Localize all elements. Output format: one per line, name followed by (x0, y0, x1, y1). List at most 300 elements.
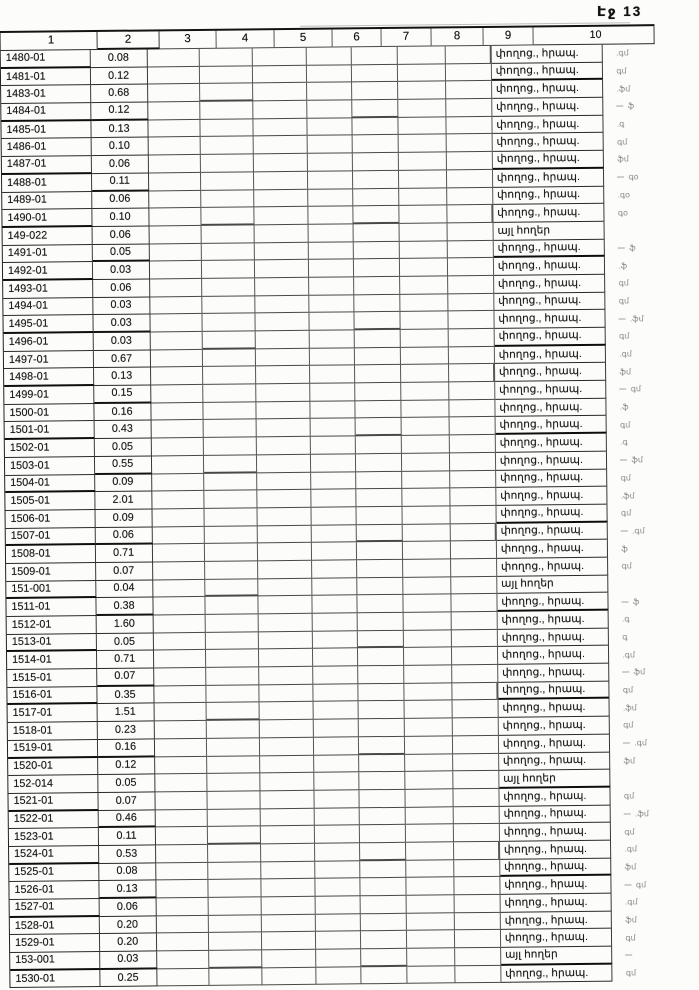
cell-empty (152, 526, 205, 544)
cell-empty (314, 772, 359, 790)
cell-id: 1498-01 (4, 368, 94, 387)
cell-empty (359, 754, 405, 772)
cell-land-use: այլ հողեր (497, 575, 609, 594)
cell-empty (449, 364, 495, 382)
cell-empty (153, 562, 206, 580)
cell-land-use: փողոց., հրապ. (496, 469, 608, 488)
cell-empty (404, 612, 452, 630)
cell-id: 1515-01 (7, 669, 97, 688)
cell-id: 1522-01 (9, 811, 99, 830)
cell-land-use: փողոց., հրապ. (495, 381, 607, 400)
cell-empty (200, 48, 254, 66)
cell-land-use: փողոց., հրապ. (494, 257, 606, 276)
cell-empty (150, 261, 203, 279)
cell-empty (356, 418, 402, 436)
cell-empty (357, 595, 403, 613)
cell-empty (354, 277, 400, 295)
cell-empty (354, 241, 400, 259)
cell-empty (152, 509, 205, 527)
cell-empty (206, 650, 260, 668)
cell-empty (357, 524, 403, 542)
cell-empty (207, 774, 261, 792)
cell-empty (254, 136, 308, 154)
column-header-1: 1 (1, 32, 98, 51)
cell-value: 0.12 (98, 757, 155, 775)
cell-land-use: փողոց., հրապ. (500, 823, 612, 842)
cell-empty (405, 789, 453, 807)
cell-empty (201, 208, 255, 226)
cell-empty (259, 649, 313, 667)
cell-empty (402, 453, 450, 471)
cell-empty (148, 67, 201, 85)
page-edge-mark (611, 769, 663, 787)
cell-empty (360, 860, 406, 878)
cell-id: 1514-01 (7, 651, 97, 670)
cell-empty (151, 403, 204, 421)
cell-empty (449, 382, 495, 400)
cell-empty (148, 120, 201, 138)
cell-empty (360, 878, 406, 896)
cell-land-use: փողոց., հրապ. (494, 328, 606, 347)
cell-empty (201, 190, 255, 208)
cell-land-use: փողոց., հրապ. (501, 964, 613, 983)
cell-value: 0.06 (92, 226, 149, 244)
cell-empty (148, 137, 201, 155)
cell-empty (398, 99, 446, 117)
cell-empty (454, 877, 500, 895)
cell-empty (256, 348, 310, 366)
cell-empty (453, 789, 499, 807)
cell-empty (149, 226, 202, 244)
cell-empty (148, 155, 201, 173)
cell-value: 0.12 (90, 67, 147, 85)
cell-value: 0.12 (91, 103, 148, 121)
cell-empty (313, 631, 358, 649)
cell-empty (205, 579, 259, 597)
cell-empty (262, 897, 316, 915)
cell-empty (155, 809, 208, 827)
cell-value: 0.03 (100, 951, 157, 969)
cell-empty (149, 208, 202, 226)
cell-empty (352, 118, 398, 136)
cell-value: 0.46 (98, 810, 155, 828)
page-edge-mark: ֆմ (624, 862, 637, 872)
cell-empty (308, 207, 353, 225)
page-edge-mark: .գմ (625, 897, 638, 907)
cell-empty (154, 721, 207, 739)
cell-empty (359, 719, 405, 737)
cell-empty (358, 648, 404, 666)
cell-empty (259, 631, 313, 649)
cell-empty (203, 314, 257, 332)
cell-land-use: փողոց., հրապ. (494, 292, 606, 311)
cell-empty (312, 543, 357, 561)
cell-value: 0.09 (95, 474, 152, 492)
cell-empty (208, 791, 262, 809)
cell-empty (313, 684, 358, 702)
cell-id: 1500-01 (4, 404, 94, 423)
cell-empty (150, 332, 203, 350)
cell-value: 1.60 (96, 615, 153, 633)
cell-empty (315, 843, 360, 861)
page-edge-mark: .գմ (619, 349, 632, 359)
cell-land-use: փողոց., հրապ. (498, 699, 610, 718)
cell-empty (313, 649, 358, 667)
page-edge-mark: .գմ (610, 734, 662, 752)
cell-value: 0.08 (90, 49, 147, 67)
cell-value: 0.68 (91, 85, 148, 103)
cell-id: 1493-01 (3, 280, 93, 299)
cell-empty (402, 489, 450, 507)
cell-id: 1525-01 (9, 864, 99, 883)
cell-value: 0.15 (94, 386, 151, 404)
cell-empty (204, 402, 258, 420)
cell-value: 0.11 (92, 173, 149, 191)
cell-empty (453, 736, 499, 754)
cell-value: 0.06 (95, 527, 152, 545)
cell-empty (263, 968, 317, 986)
cell-empty (353, 153, 399, 171)
cell-empty (449, 400, 495, 418)
cell-value: 0.16 (94, 403, 151, 421)
cell-value: 0.09 (95, 509, 152, 527)
cell-id: 1489-01 (2, 192, 92, 211)
cell-empty (149, 243, 202, 261)
page-edge-mark: գմ (620, 508, 632, 518)
cell-empty (451, 594, 497, 612)
cell-empty (262, 861, 316, 879)
cell-empty (261, 755, 315, 773)
cell-value: 0.13 (91, 120, 148, 138)
cell-empty (400, 294, 448, 312)
cell-id: 1494-01 (3, 298, 93, 317)
page-edge-mark: .ֆ (619, 402, 629, 412)
cell-land-use: փողոց., հրապ. (498, 681, 610, 700)
page-edge-mark: ֆմ (610, 663, 662, 681)
cell-empty (452, 683, 498, 701)
cell-empty (313, 666, 358, 684)
cell-land-use: փողոց., հրապ. (498, 646, 610, 665)
cell-empty (261, 826, 315, 844)
cell-empty (255, 225, 309, 243)
cell-empty (256, 278, 310, 296)
cell-empty (452, 630, 498, 648)
cell-empty (260, 702, 314, 720)
cell-empty (448, 276, 494, 294)
cell-empty (453, 718, 499, 736)
cell-value: 0.71 (95, 545, 152, 563)
cell-empty (446, 134, 492, 152)
cell-empty (403, 577, 451, 595)
cell-empty (257, 437, 311, 455)
page-edge-mark: ֆմ (607, 451, 659, 469)
cell-empty (310, 419, 355, 437)
cell-empty (451, 576, 497, 594)
cell-empty (254, 154, 308, 172)
cell-empty (399, 188, 447, 206)
cell-land-use: փողոց., հրապ. (493, 151, 605, 170)
cell-empty (407, 948, 455, 966)
cell-empty (401, 347, 449, 365)
cell-empty (257, 384, 311, 402)
cell-empty (206, 632, 260, 650)
cell-id: 1483-01 (1, 85, 91, 104)
page-edge-mark: գմ (612, 875, 664, 893)
cell-empty (402, 471, 450, 489)
page-edge-mark: .ֆմ (606, 309, 658, 327)
cell-land-use: փողոց., հրապ. (494, 239, 606, 258)
cell-empty (150, 350, 203, 368)
cell-empty (205, 508, 259, 526)
cell-empty (309, 260, 354, 278)
cell-land-use: փողոց., հրապ. (501, 911, 613, 930)
cell-empty (203, 367, 257, 385)
cell-empty (353, 171, 399, 189)
cell-empty (358, 701, 404, 719)
cell-empty (359, 772, 405, 790)
cell-empty (355, 383, 401, 401)
cell-empty (315, 808, 360, 826)
cell-empty (253, 65, 307, 83)
cell-empty (256, 366, 310, 384)
cell-id: 1512-01 (7, 616, 97, 635)
cell-empty (358, 613, 404, 631)
cell-empty (157, 969, 210, 987)
cell-value: 0.13 (94, 368, 151, 386)
cell-empty (153, 633, 206, 651)
cell-empty (209, 880, 263, 898)
cell-land-use: փողոց., հրապ. (496, 451, 608, 470)
cell-empty (405, 736, 453, 754)
page-edge-mark: գ (622, 632, 628, 642)
cell-empty (453, 771, 499, 789)
cell-empty (404, 701, 452, 719)
page-edge-mark: .ֆ (618, 261, 628, 271)
cell-id: 1490-01 (2, 209, 92, 228)
cell-empty (353, 224, 399, 242)
cell-id: 1505-01 (5, 492, 95, 511)
cell-empty (398, 64, 446, 82)
cell-empty (157, 933, 210, 951)
cell-empty (259, 578, 313, 596)
cell-empty (359, 790, 405, 808)
cell-empty (156, 916, 209, 934)
cell-id: 153-001 (10, 952, 100, 971)
cell-value: 0.13 (99, 881, 156, 899)
column-header-3: 3 (160, 31, 217, 50)
page-edge-mark (605, 221, 657, 239)
cell-empty (311, 472, 356, 490)
cell-empty (209, 915, 263, 933)
cell-empty (307, 118, 352, 136)
cell-empty (407, 895, 455, 913)
cell-empty (209, 968, 263, 986)
cell-empty (152, 473, 205, 491)
cell-empty (257, 455, 311, 473)
cell-empty (150, 314, 203, 332)
cell-id: 1487-01 (2, 156, 92, 175)
cell-land-use: փողոց., հրապ. (499, 788, 611, 807)
cell-id: 1518-01 (8, 722, 98, 741)
cell-id: 1517-01 (8, 704, 98, 723)
cell-empty (151, 420, 204, 438)
cell-empty (360, 807, 406, 825)
cell-empty (200, 66, 254, 84)
cell-empty (315, 879, 360, 897)
cell-land-use: փողոց., հրապ. (492, 98, 604, 117)
cell-empty (258, 525, 312, 543)
cell-empty (312, 560, 357, 578)
cell-empty (209, 897, 263, 915)
cell-id: 1516-01 (7, 687, 97, 706)
cell-empty (453, 806, 499, 824)
cell-land-use: փողոց., հրապ. (495, 363, 607, 382)
cell-empty (404, 630, 452, 648)
cell-empty (356, 489, 402, 507)
cell-land-use: փողոց., հրապ. (492, 133, 604, 152)
cell-empty (455, 913, 501, 931)
page-edge-mark: .գօ (617, 190, 631, 200)
cell-empty (307, 136, 352, 154)
cell-empty (308, 224, 353, 242)
cell-value: 0.38 (96, 598, 153, 616)
page-edge-mark: ֆմ (625, 915, 637, 925)
cell-empty (311, 507, 356, 525)
cell-empty (399, 152, 447, 170)
page-edge-mark: գմ (623, 791, 635, 801)
cell-empty (204, 491, 258, 509)
cell-id: 1528-01 (10, 917, 100, 936)
cell-empty (352, 100, 398, 118)
cell-empty (314, 737, 359, 755)
cell-empty (310, 330, 355, 348)
cell-empty (309, 277, 354, 295)
cell-empty (406, 878, 454, 896)
page-edge-mark: .գ (616, 119, 625, 129)
cell-land-use: փողոց., հրապ. (496, 505, 608, 524)
cell-empty (147, 49, 200, 67)
cell-empty (156, 863, 209, 881)
cell-empty (261, 808, 315, 826)
cell-empty (355, 348, 401, 366)
cell-empty (450, 506, 496, 524)
cell-empty (406, 860, 454, 878)
cell-empty (202, 296, 256, 314)
cell-empty (155, 774, 208, 792)
cell-empty (149, 173, 202, 191)
page-edge-mark: .գ (622, 614, 630, 624)
cell-empty (404, 683, 452, 701)
cell-empty (207, 720, 261, 738)
cell-land-use: փողոց., հրապ. (495, 398, 607, 417)
page-edge-mark: ֆ (604, 97, 656, 115)
cell-empty (151, 367, 204, 385)
cell-land-use: փողոց., հրապ. (493, 169, 605, 188)
cell-empty (257, 419, 311, 437)
cell-empty (205, 526, 259, 544)
cell-empty (204, 455, 258, 473)
cell-value: 0.05 (98, 775, 155, 793)
cell-land-use: փողոց., հրապ. (500, 841, 612, 860)
cell-empty (355, 365, 401, 383)
cell-empty (451, 559, 497, 577)
cell-empty (406, 807, 454, 825)
cell-empty (309, 242, 354, 260)
page-edge-mark: .ֆմ (620, 490, 635, 501)
cell-empty (447, 170, 493, 188)
cell-value: 0.03 (93, 315, 150, 333)
cell-empty (401, 400, 449, 418)
cell-empty (156, 898, 209, 916)
cell-empty (311, 525, 356, 543)
cell-empty (258, 472, 312, 490)
cell-empty (398, 117, 446, 135)
cell-value: 0.11 (98, 828, 155, 846)
page-edge-mark: ֆմ (619, 367, 632, 377)
page-edge-mark: .գմ (616, 48, 629, 58)
cell-empty (308, 171, 353, 189)
cell-id: 1506-01 (6, 510, 96, 529)
cell-empty (402, 506, 450, 524)
cell-id: 1521-01 (8, 793, 98, 812)
cell-id: 1492-01 (3, 262, 93, 281)
cell-empty (263, 950, 317, 968)
cell-value: 0.16 (98, 739, 155, 757)
cell-id: 1509-01 (6, 563, 96, 582)
cell-empty (449, 417, 495, 435)
cell-land-use: փողոց., հրապ. (497, 593, 609, 612)
cell-empty (453, 753, 499, 771)
cell-land-use: փողոց., հրապ. (498, 628, 610, 647)
cell-land-use: փողոց., հրապ. (496, 487, 608, 506)
cell-empty (354, 312, 400, 330)
cell-empty (359, 737, 405, 755)
cell-land-use: փողոց., հրապ. (496, 434, 608, 453)
cell-empty (446, 99, 492, 117)
cell-id: 1495-01 (3, 315, 93, 334)
page-edge-mark: .ֆմ (622, 703, 637, 713)
cell-empty (315, 861, 360, 879)
cell-land-use: փողոց., հրապ. (500, 894, 612, 913)
page-edge-mark: .գմ (622, 650, 636, 660)
cell-empty (156, 845, 209, 863)
cell-empty (255, 189, 309, 207)
cell-value: 0.06 (99, 898, 156, 916)
cell-empty (405, 718, 453, 736)
cell-land-use: փողոց., հրապ. (497, 611, 609, 630)
cell-empty (356, 454, 402, 472)
cell-empty (206, 667, 260, 685)
cell-land-use: փողոց., հրապ. (495, 345, 607, 364)
cell-empty (205, 544, 259, 562)
cell-id: 1511-01 (6, 598, 96, 617)
cell-empty (313, 702, 358, 720)
cell-empty (398, 82, 446, 100)
page-edge-mark: գմ (624, 827, 635, 837)
cell-empty (254, 101, 308, 119)
cell-empty (310, 348, 355, 366)
cell-empty (148, 84, 201, 102)
cell-empty (311, 454, 356, 472)
cell-empty (311, 436, 356, 454)
page-edge-mark: գմ (625, 968, 637, 978)
cell-empty (258, 508, 312, 526)
cell-empty (204, 473, 258, 491)
cell-empty (446, 64, 492, 82)
page-edge-mark: գօ (617, 207, 629, 218)
cell-land-use: փողոց., հրապ. (496, 522, 608, 541)
cell-empty (450, 470, 496, 488)
